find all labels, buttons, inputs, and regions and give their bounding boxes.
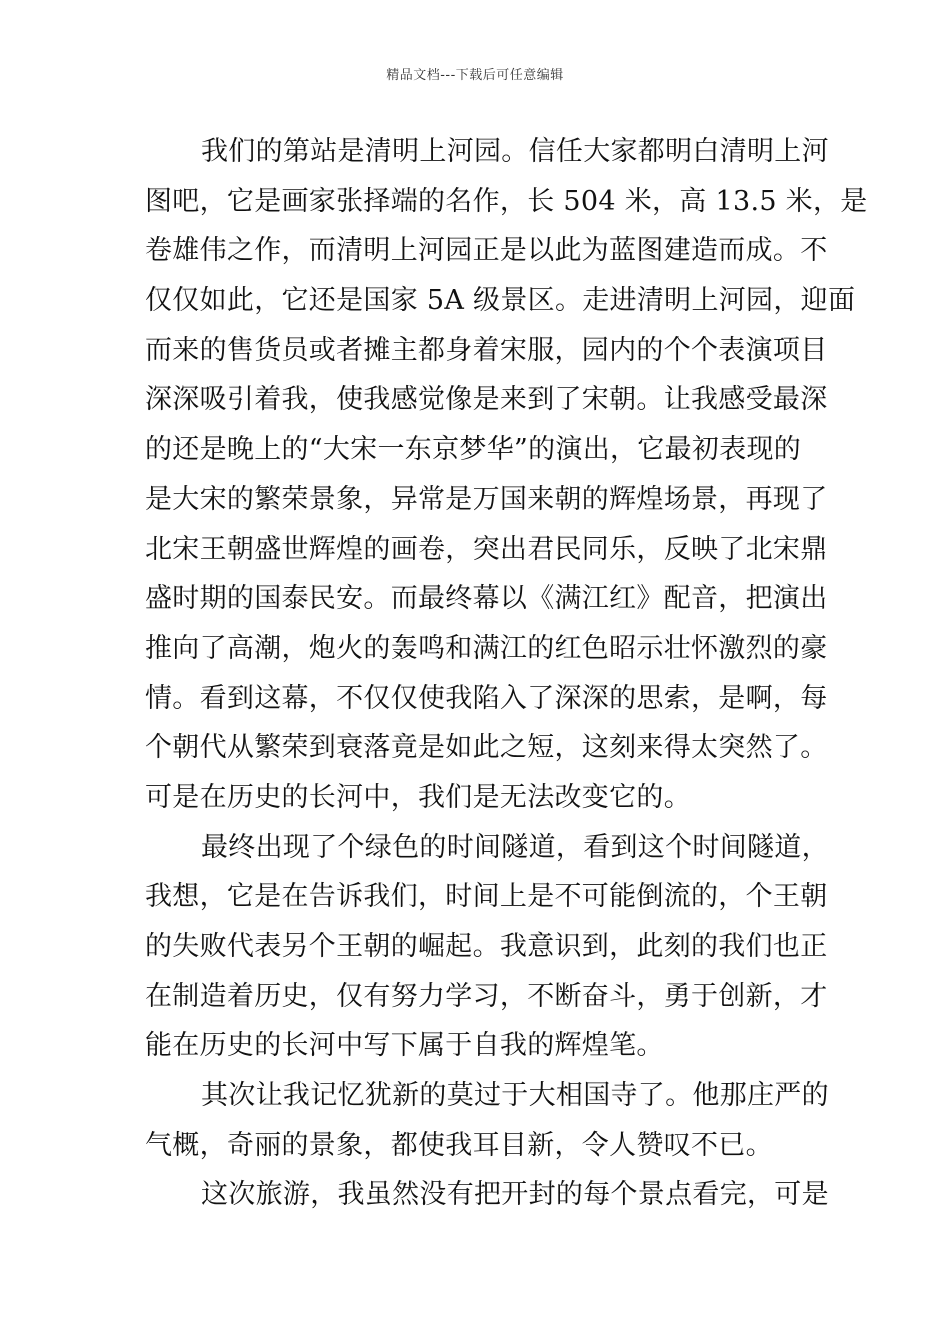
text-line: 其次让我记忆犹新的莫过于大相国寺了。他那庄严的 [201,1080,829,1112]
text-line: 可是在历史的长河中，我们是无法改变它的。 [145,781,691,813]
text-line: 最终出现了个绿色的时间隧道，看到这个时间隧道， [201,831,829,863]
text-line: 仅仅如此，它还是国家 5A 级景区。走进清明上河园，迎面 [145,285,856,317]
text-line: 推向了高潮，炮火的轰鸣和满江的红色昭示壮怀激烈的豪 [145,632,828,664]
text-line: 是大宋的繁荣景象，异常是万国来朝的辉煌场景，再现了 [145,483,828,515]
text-line: 在制造着历史，仅有努力学习，不断奋斗，勇于创新，才 [145,980,828,1012]
text-line: 盛时期的国泰民安。而最终幕以《满江红》配音，把演出 [145,583,828,615]
text-line: 而来的售货员或者摊主都身着宋服，园内的个个表演项目 [145,334,828,366]
text-line: 图吧，它是画家张择端的名作，长 504 米，高 13.5 米，是 [145,185,868,217]
text-line: 情。看到这幕，不仅仅使我陷入了深深的思索，是啊，每 [145,682,828,714]
text-line: 深深吸引着我，使我感觉像是来到了宋朝。让我感受最深 [145,384,828,416]
page-header: 精品文档---下载后可任意编辑 [386,68,564,83]
text-line: 卷雄伟之作，而清明上河园正是以此为蓝图建造而成。不 [145,235,828,267]
text-line: 能在历史的长河中写下属于自我的辉煌笔。 [145,1030,664,1062]
text-line: 北宋王朝盛世辉煌的画卷，突出君民同乐，反映了北宋鼎 [145,533,828,565]
text-line: 这次旅游，我虽然没有把开封的每个景点看完，可是 [201,1179,829,1211]
document-body [145,127,868,1220]
text-line: 气概，奇丽的景象，都使我耳目新，令人赞叹不已。 [145,1129,773,1161]
text-line: 的还是晚上的“大宋一东京梦华”的演出，它最初表现的 [145,434,802,466]
text-line: 我们的第站是清明上河园。信任大家都明白清明上河 [201,136,829,167]
text-line: 我想，它是在告诉我们，时间上是不可能倒流的，个王朝 [145,881,828,913]
text-line: 的失败代表另个王朝的崛起。我意识到，此刻的我们也正 [145,931,828,962]
text-line: 个朝代从繁荣到衰落竟是如此之短，这刻来得太突然了。 [145,732,828,764]
